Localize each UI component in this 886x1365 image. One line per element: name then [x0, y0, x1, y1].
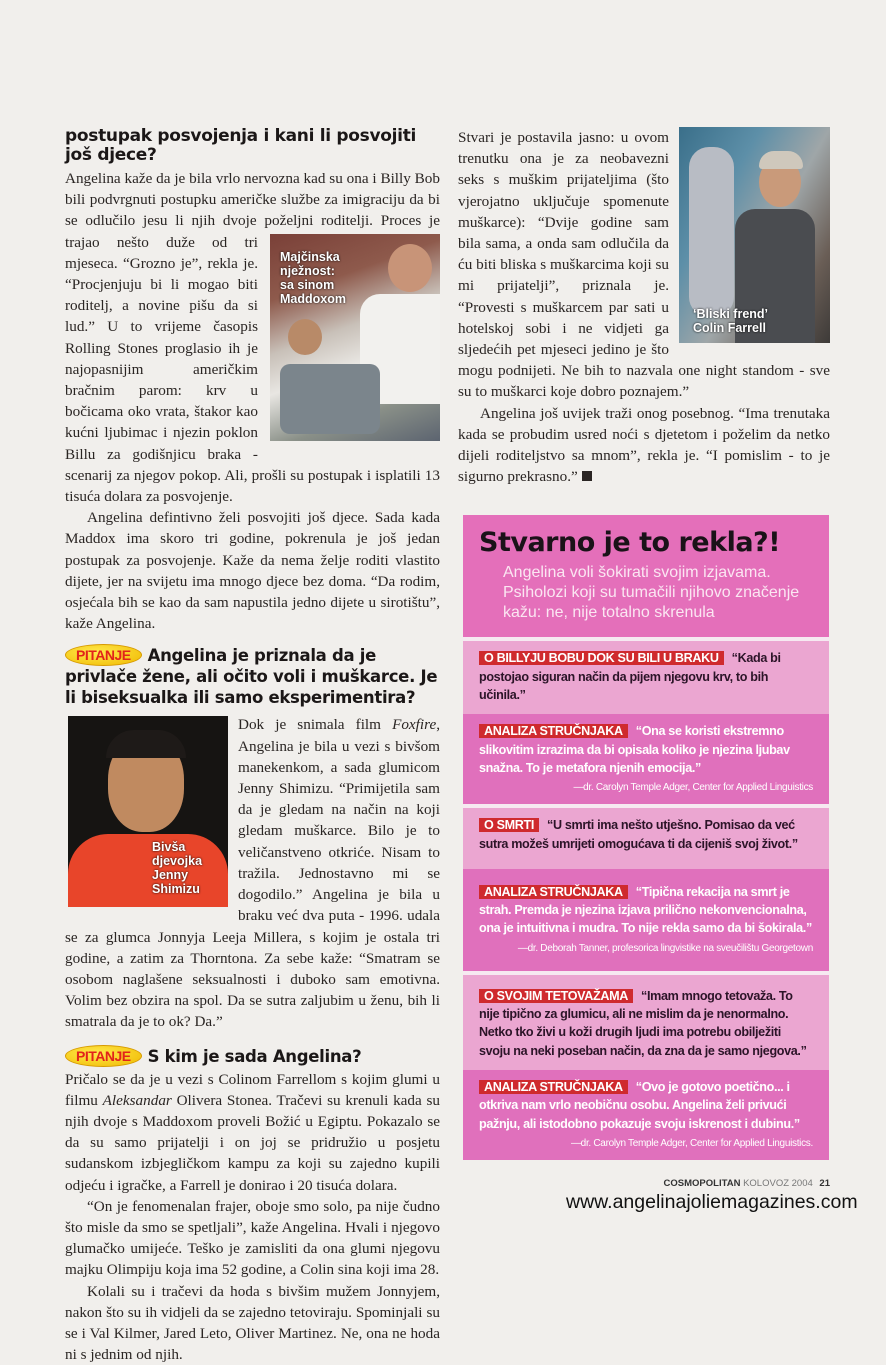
photo-caption-line: djevojka: [152, 854, 203, 869]
quote-label: O SMRTI: [479, 818, 539, 832]
section-heading: postupak posvojenja i kani li posvojiti još djece?: [65, 126, 417, 165]
article-paragraph: [65, 1069, 440, 1196]
quote-source: —dr. Carolyn Temple Adger, Center for Applied Linguistics.: [570, 1137, 813, 1149]
paragraph-text: Angelina kaže da je bila vrlo nervozna kad su ona i Billy Bob bili podvrgnuti postupku američke službe za imigraciju da bi se odlučilo jesu li njih dvoje poželjni roditelji. Proces je trajao nešto duže od tri mjeseca. “Grozno je”, rekla je. “Procjenjuju bi li mogao biti roditelj, a novine pišu da si lud.” U to vrijeme časopis Rolling Stones proglasio ih je najopasnijim američkim bračnim parom: krv u bočicama oko vrata, štakor kao kućni ljubimac i njezin poklon Billu za godišnjicu braka - scenarij za njegov pokop. Ali, prošli su postupak i isplatili 13 tisuća dolara za posvojenje.: [65, 170, 440, 506]
article-paragraph: [458, 127, 830, 403]
quote-label: ANALIZA STRUČNJAKA: [479, 885, 628, 899]
article-paragraph: [65, 168, 440, 507]
page-number: 21: [819, 1177, 830, 1189]
article-paragraph: Angelina defintivno želi posvojiti još djece. Sada kada Maddox ima skoro tri godine, pokrenula je još jedan postupak za posvojenje. Kaže da nema želje roditi vlastito dijete, jer na svijetu ima mnogo djece bez doma. “Da rodim, osjećala bih se kao da sam napustila jedno dijete u sirotištu”, kaže Angelina.: [65, 509, 440, 633]
quote-label: O SVOJIM TETOVAŽAMA: [479, 989, 633, 1003]
sidebar-title: Stvarno je to rekla?!: [479, 527, 781, 559]
expert-analysis: [463, 1070, 829, 1160]
paragraph-text: , Angelina je bila u vezi s bivšom manekenkom, a sada glumicom Jenny Shimizu. “Primijetila sam da je gledam na način na koji gledam muškarce. Bilo je to veličanstveno otkriće. Nisam to tražila. Jednostavno mi se dogodilo.” Angelina je bila u braku već dva puta - 1996. udala se za glumca Jonnyja Leeja Millera, s kojim je ostala tri godine, a zatim za Thorntona. Za sebe kaže: “Smatram se osobom naglašene seksualnosti i duboko sam emotivna. Volim bez obzira na spol. Da se sutra zaljubim u ženu, bih li smatrala da je to ok? Da.”: [65, 716, 440, 1031]
watermark: www.angelinajoliemagazines.com: [566, 1190, 858, 1213]
issue-date: KOLOVOZ 2004: [743, 1177, 813, 1189]
question-text: S kim je sada Angelina?: [147, 1046, 362, 1066]
quote-item: [463, 637, 829, 714]
question-heading: [65, 1045, 440, 1067]
photo-caption-line: Colin Farrell: [693, 321, 766, 335]
article-paragraph: [65, 714, 440, 1032]
paragraph-text: Dok je snimala film: [238, 716, 393, 734]
photo-colin-farrell: [679, 127, 830, 343]
quote-item: [463, 971, 829, 1070]
quote-source: —dr. Deborah Tanner, profesorica lingvistike na sveučilištu Georgetown: [517, 942, 813, 954]
photo-caption-line: nježnost:: [280, 264, 335, 278]
paragraph-text: Olivera Stonea. Tračevi su krenuli kada su njih dvoje s Maddoxom proveli Božić u Egiptu. Pokazalo se da su samo prijatelji i on joj se pridružio u posjetu sudanskom izbjegličkom kampu za koji su zajedno kupili odjeću i igračke, a Farrell je donirao i 20 tisuća dolara.: [65, 1091, 440, 1194]
photo-caption-line: Maddoxom: [280, 292, 346, 306]
right-column: [458, 127, 858, 1214]
quote-label: O BILLYJU BOBU DOK SU BILI U BRAKU: [479, 651, 724, 665]
photo-caption-line: Shimizu: [152, 882, 200, 897]
quote-label: ANALIZA STRUČNJAKA: [479, 1080, 628, 1094]
paragraph-text: Angelina još uvijek traži onog posebnog. “Ima trenutaka kada se probudim usred noći s djetetom i poželim da netko dijeli roditeljstvo sa mnom”, rekla je. “I pomislim - to je sigurno prekrasno.”: [458, 404, 830, 486]
quote-text: “Ona se koristi ekstremno slikovitim izrazima da bi opisala koliko je njezina ljubav snažna. To je metafora njenih emocija.”: [479, 724, 790, 775]
quote-source: —dr. Carolyn Temple Adger, Center for Applied Linguistics: [573, 782, 813, 794]
end-mark-icon: [582, 471, 592, 481]
quote-text: “Imam mnogo tetovaža. To nije tipično za glumicu, ali ne mislim da je nenormalno. Netko tko živi u koži drugih ljudi ima potrebu obilježiti svoju na neki poseban način, da zna da je samo njegova.”: [479, 988, 807, 1058]
question-heading: [65, 644, 440, 708]
expert-analysis: [463, 869, 829, 971]
quote-text: “U smrti ima nešto utješno. Pomisao da već sutra možeš umrijeti omogućava ti da cijeniš svoj život.”: [479, 818, 798, 851]
article-paragraph: [458, 403, 830, 488]
quote-text: “Tipična rekacija na smrt je strah. Premda je njezina izjava prilično nekonvencionalna, ona je intuitivna i mudra. To nije rekla samo da bi šokirala.”: [479, 884, 812, 936]
paragraph-text: Pričalo se da je u vezi s Colinom Farrellom s kojim glumi u filmu: [65, 1070, 440, 1109]
question-text: Angelina je priznala da je privlače žene, ali očito voli i muškarce. Je li biseksualka ili samo eksperimentira?: [65, 646, 438, 708]
article-paragraph: Kolali su i tračevi da hoda s bivšim mužem Jonnyjem, nakon što su ih vidjeli da se zajedno tetoviraju. Spominjali su se i Val Kilmer, Jared Leto, Oliver Martinez. Ne, ona ne hoda ni s jednim od njih.: [65, 1282, 440, 1364]
film-title: Foxfire: [392, 716, 437, 734]
quote-item: [463, 804, 829, 869]
article-paragraph: “On je fenomenalan frajer, oboje smo solo, pa nije čudno što misle da smo se spetljali”, kaže Angelina. Hvali i njegovo glumačko umijeće. Teško je zamisliti da ona glumi njegovu majku Olimpiju koja ima 52 godine, a Colin sina koji ima 28.: [65, 1197, 440, 1279]
photo-jenny-shimizu: [68, 716, 228, 907]
left-column: [65, 127, 440, 1365]
pitanje-badge: PITANJE: [65, 644, 142, 666]
photo-caption-line: sa sinom: [280, 278, 335, 292]
quote-text: “Kada bi postojao siguran način da pijem njegovu krv, to bih učinila.”: [479, 651, 781, 703]
expert-analysis: [463, 714, 829, 804]
photo-caption-line: Jenny: [152, 868, 189, 883]
photo-caption-line: ‘Bliski frend’: [693, 307, 769, 321]
paragraph-text: Stvari je postavila jasno: u ovom trenutku ona je za neobavezni seks s muškim prijateljima (što vjerojatno uključuje spomenute muškarce): “Dvije godine sam bila sama, a onda sam odlučila da ću biti bliska s muškarcima koji su mi prijatelji”, priznala je. “Provesti s muškarcem par sati u hotelskoj sobi i ne vidjeti ga sljedećih pet mjeseci jedino je što mogu podnijeti. Ne bih to nazvala one night standom - sve su to muškarci koje dobro poznajem.”: [458, 129, 830, 401]
page-footer: [458, 1178, 830, 1190]
quote-sidebar: [463, 515, 829, 1159]
magazine-name: COSMOPOLITAN: [663, 1177, 741, 1189]
film-title: Aleksandar: [102, 1091, 172, 1109]
quote-label: ANALIZA STRUČNJAKA: [479, 724, 628, 738]
photo-caption-line: Majčinska: [280, 250, 340, 264]
photo-angelina-maddox: [270, 234, 440, 441]
quote-text: “Ovo je gotovo poetično... i otkriva nam vrlo neobičnu osobu. Angelina želi privući pažnju, ali istodobno pokazuje svoju iskrenost i dubinu.”: [479, 1079, 800, 1131]
sidebar-header: [463, 515, 829, 637]
photo-caption-line: Bivša: [152, 840, 186, 855]
pitanje-badge: PITANJE: [65, 1045, 142, 1067]
sidebar-intro: Angelina voli šokirati svojim izjavama. Psiholozi koji su tumačili njihovo značenje kažu: ne, nije totalno skrenula: [503, 564, 800, 622]
